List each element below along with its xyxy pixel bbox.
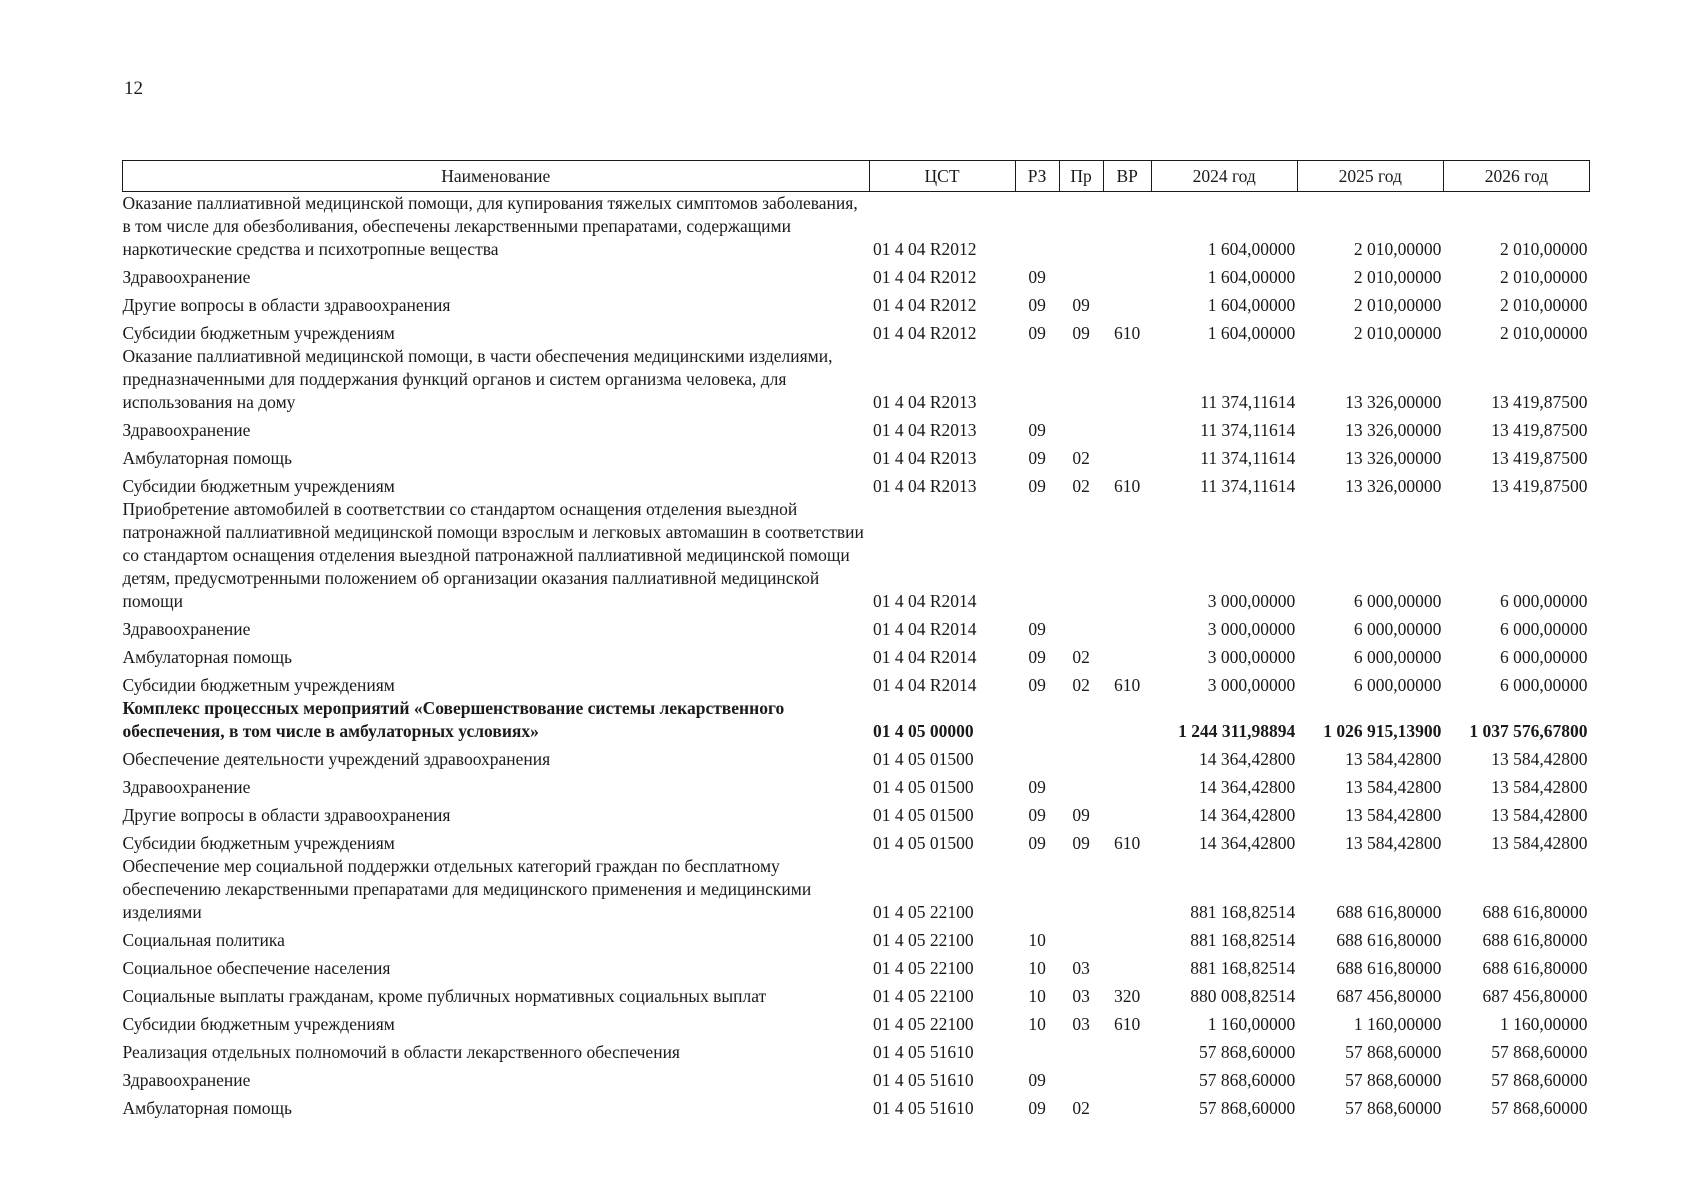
row-rz: 09	[1028, 1098, 1046, 1118]
row-name: Субсидии бюджетным учреждениям	[122, 323, 395, 343]
row-value-2024: 57 868,60000	[1199, 1070, 1296, 1090]
row-value-2024: 1 160,00000	[1207, 1014, 1296, 1034]
row-value-2025: 688 616,80000	[1336, 958, 1442, 978]
row-cst: 01 4 05 01500	[873, 777, 974, 797]
row-value-2026: 57 868,60000	[1491, 1098, 1588, 1118]
row-value-2026: 688 616,80000	[1482, 958, 1588, 978]
row-value-2025: 57 868,60000	[1345, 1042, 1442, 1062]
row-name: Реализация отдельных полномочий в области лекарственного обеспечения	[122, 1042, 680, 1062]
row-value-2024: 1 604,00000	[1207, 295, 1296, 315]
row-name: Здравоохранение	[122, 619, 251, 639]
row-rz	[1015, 345, 1059, 414]
row-cst: 01 4 04 R2014	[873, 591, 977, 611]
row-name: Социальное обеспечение населения	[122, 958, 391, 978]
row-value-2026: 6 000,00000	[1500, 647, 1588, 667]
row-value-2026: 688 616,80000	[1482, 902, 1588, 922]
row-pr	[1059, 414, 1103, 442]
row-cst: 01 4 04 R2014	[873, 619, 977, 639]
row-cst: 01 4 05 51610	[873, 1098, 974, 1118]
row-value-2025: 688 616,80000	[1336, 930, 1442, 950]
row-value-2024: 881 168,82514	[1190, 902, 1296, 922]
row-rz: 10	[1028, 958, 1046, 978]
row-value-2025: 13 326,00000	[1345, 476, 1442, 496]
row-cst: 01 4 05 01500	[873, 805, 974, 825]
row-value-2024: 3 000,00000	[1207, 647, 1296, 667]
row-vr	[1103, 345, 1151, 414]
row-vr	[1103, 442, 1151, 470]
row-cst: 01 4 04 R2013	[873, 420, 977, 440]
row-rz: 09	[1028, 1070, 1046, 1090]
row-rz	[1015, 192, 1059, 262]
row-pr	[1059, 743, 1103, 771]
row-pr	[1059, 771, 1103, 799]
header-pr: Пр	[1059, 161, 1103, 192]
row-value-2025: 13 326,00000	[1345, 392, 1442, 412]
row-pr: 03	[1072, 958, 1090, 978]
table-row	[123, 498, 1590, 613]
row-value-2025: 57 868,60000	[1345, 1070, 1442, 1090]
row-cst: 01 4 04 R2012	[873, 239, 977, 259]
row-value-2024: 880 008,82514	[1190, 986, 1296, 1006]
row-cst: 01 4 05 01500	[873, 833, 974, 853]
row-name: Комплекс процессных мероприятий «Совершенствование системы лекарственного обеспечения, в том числе в амбулаторных условиях»	[122, 698, 785, 741]
row-rz: 09	[1028, 647, 1046, 667]
row-vr	[1103, 289, 1151, 317]
row-value-2024: 1 604,00000	[1207, 239, 1296, 259]
header-2026: 2026 год	[1443, 161, 1589, 192]
row-value-2025: 13 326,00000	[1345, 420, 1442, 440]
row-rz: 09	[1028, 420, 1046, 440]
row-value-2025: 688 616,80000	[1336, 902, 1442, 922]
row-name: Здравоохранение	[122, 777, 251, 797]
row-value-2024: 11 374,11614	[1200, 420, 1296, 440]
row-cst: 01 4 04 R2013	[873, 476, 977, 496]
row-cst: 01 4 04 R2013	[873, 448, 977, 468]
row-vr	[1103, 924, 1151, 952]
row-vr	[1103, 414, 1151, 442]
table-row	[123, 613, 1590, 641]
header-name: Наименование	[123, 161, 870, 192]
table-row	[123, 924, 1590, 952]
row-value-2024: 881 168,82514	[1190, 930, 1296, 950]
row-rz: 10	[1028, 930, 1046, 950]
table-header-row	[123, 161, 1590, 192]
row-cst: 01 4 05 22100	[873, 986, 974, 1006]
row-cst: 01 4 05 51610	[873, 1042, 974, 1062]
row-pr: 02	[1072, 647, 1090, 667]
row-value-2026: 2 010,00000	[1500, 239, 1588, 259]
row-value-2024: 3 000,00000	[1207, 675, 1296, 695]
row-name: Социальные выплаты гражданам, кроме публичных нормативных социальных выплат	[122, 986, 767, 1006]
row-rz	[1015, 855, 1059, 924]
row-rz	[1015, 1036, 1059, 1064]
row-name: Другие вопросы в области здравоохранения	[122, 295, 451, 315]
row-cst: 01 4 05 22100	[873, 958, 974, 978]
row-value-2024: 14 364,42800	[1199, 805, 1296, 825]
table-row	[123, 1064, 1590, 1092]
row-pr: 03	[1072, 986, 1090, 1006]
row-value-2026: 57 868,60000	[1491, 1070, 1588, 1090]
row-value-2024: 3 000,00000	[1207, 591, 1296, 611]
row-value-2026: 13 419,87500	[1491, 448, 1588, 468]
row-cst: 01 4 05 22100	[873, 1014, 974, 1034]
row-cst: 01 4 04 R2012	[873, 323, 977, 343]
row-value-2024: 1 244 311,98894	[1178, 721, 1296, 741]
row-name: Амбулаторная помощь	[122, 448, 293, 468]
row-value-2026: 1 037 576,67800	[1469, 721, 1588, 741]
row-vr	[1103, 855, 1151, 924]
table-row	[123, 669, 1590, 697]
row-vr	[1103, 799, 1151, 827]
row-rz: 09	[1028, 805, 1046, 825]
row-vr: 610	[1114, 323, 1141, 343]
table-row	[123, 799, 1590, 827]
row-value-2025: 2 010,00000	[1353, 323, 1442, 343]
row-value-2025: 13 584,42800	[1345, 833, 1442, 853]
row-rz	[1015, 498, 1059, 613]
row-vr	[1103, 261, 1151, 289]
row-rz: 10	[1028, 986, 1046, 1006]
header-rz: РЗ	[1015, 161, 1059, 192]
row-vr	[1103, 771, 1151, 799]
row-vr: 610	[1114, 675, 1141, 695]
table-row	[123, 980, 1590, 1008]
page-number: 12	[124, 78, 143, 99]
row-cst: 01 4 05 00000	[873, 721, 974, 741]
row-name: Амбулаторная помощь	[122, 1098, 293, 1118]
row-pr: 02	[1072, 675, 1090, 695]
row-pr	[1059, 345, 1103, 414]
row-value-2026: 6 000,00000	[1500, 619, 1588, 639]
row-value-2024: 14 364,42800	[1199, 749, 1296, 769]
row-value-2025: 13 584,42800	[1345, 805, 1442, 825]
table-row	[123, 771, 1590, 799]
row-value-2026: 13 584,42800	[1491, 805, 1588, 825]
row-value-2024: 57 868,60000	[1199, 1098, 1296, 1118]
row-value-2025: 2 010,00000	[1353, 295, 1442, 315]
row-pr	[1059, 1036, 1103, 1064]
row-value-2025: 6 000,00000	[1353, 619, 1442, 639]
row-name: Приобретение автомобилей в соответствии со стандартом оснащения отделения выездной патронажной паллиативной медицинской помощи взрослым и легковых автомашин в соответствии со стандартом оснащения отделения выездной патронажной паллиативной медицинской помощи детям, предусмотренными положением об организации оказания паллиативной медицинской помощи	[122, 499, 864, 611]
row-value-2024: 881 168,82514	[1190, 958, 1296, 978]
row-rz: 09	[1028, 833, 1046, 853]
row-value-2026: 2 010,00000	[1500, 323, 1588, 343]
row-value-2026: 13 419,87500	[1491, 476, 1588, 496]
row-cst: 01 4 05 22100	[873, 902, 974, 922]
row-pr	[1059, 697, 1103, 743]
row-value-2025: 1 160,00000	[1353, 1014, 1442, 1034]
table-row	[123, 289, 1590, 317]
row-vr: 610	[1114, 833, 1141, 853]
row-pr	[1059, 855, 1103, 924]
row-name: Здравоохранение	[122, 267, 251, 287]
row-vr	[1103, 613, 1151, 641]
table-row	[123, 743, 1590, 771]
row-vr	[1103, 1092, 1151, 1120]
row-cst: 01 4 04 R2014	[873, 647, 977, 667]
row-pr	[1059, 613, 1103, 641]
row-pr: 09	[1072, 295, 1090, 315]
row-name: Здравоохранение	[122, 1070, 251, 1090]
table-row	[123, 1008, 1590, 1036]
table-row	[123, 697, 1590, 743]
row-name: Субсидии бюджетным учреждениям	[122, 675, 395, 695]
row-value-2025: 6 000,00000	[1353, 591, 1442, 611]
table-row	[123, 827, 1590, 855]
row-value-2024: 57 868,60000	[1199, 1042, 1296, 1062]
row-name: Амбулаторная помощь	[122, 647, 293, 667]
row-vr	[1103, 697, 1151, 743]
row-value-2025: 13 584,42800	[1345, 749, 1442, 769]
table-body	[123, 192, 1590, 1121]
header-2025: 2025 год	[1297, 161, 1443, 192]
row-rz: 09	[1028, 777, 1046, 797]
header-cst: ЦСТ	[869, 161, 1015, 192]
table-row	[123, 470, 1590, 498]
row-value-2026: 13 584,42800	[1491, 777, 1588, 797]
row-rz: 09	[1028, 476, 1046, 496]
row-cst: 01 4 04 R2012	[873, 267, 977, 287]
row-value-2024: 14 364,42800	[1199, 777, 1296, 797]
row-rz: 10	[1028, 1014, 1046, 1034]
table-row	[123, 952, 1590, 980]
row-name: Обеспечение мер социальной поддержки отдельных категорий граждан по бесплатному обеспечению лекарственными препаратами для медицинского применения и медицинскими изделиями	[122, 856, 812, 922]
row-pr: 02	[1072, 1098, 1090, 1118]
row-name: Оказание паллиативной медицинской помощи, в части обеспечения медицинскими изделиями, предназначенными для поддержания функций органов и систем организма человека, для использования на дому	[122, 346, 833, 412]
row-name: Другие вопросы в области здравоохранения	[122, 805, 451, 825]
row-value-2026: 57 868,60000	[1491, 1042, 1588, 1062]
row-value-2025: 2 010,00000	[1353, 267, 1442, 287]
header-2024: 2024 год	[1151, 161, 1297, 192]
row-name: Обеспечение деятельности учреждений здравоохранения	[122, 749, 551, 769]
budget-table	[122, 160, 1590, 1120]
row-value-2026: 13 419,87500	[1491, 420, 1588, 440]
row-value-2025: 13 584,42800	[1345, 777, 1442, 797]
row-value-2024: 11 374,11614	[1200, 476, 1296, 496]
row-value-2024: 1 604,00000	[1207, 323, 1296, 343]
row-value-2024: 3 000,00000	[1207, 619, 1296, 639]
row-cst: 01 4 05 51610	[873, 1070, 974, 1090]
row-pr: 02	[1072, 448, 1090, 468]
row-pr: 09	[1072, 833, 1090, 853]
row-pr	[1059, 924, 1103, 952]
table-row	[123, 261, 1590, 289]
row-cst: 01 4 04 R2013	[873, 392, 977, 412]
row-pr	[1059, 498, 1103, 613]
row-value-2025: 6 000,00000	[1353, 675, 1442, 695]
row-value-2026: 6 000,00000	[1500, 591, 1588, 611]
row-pr	[1059, 192, 1103, 262]
row-pr: 02	[1072, 476, 1090, 496]
table-row	[123, 192, 1590, 262]
row-pr: 09	[1072, 805, 1090, 825]
row-value-2026: 13 584,42800	[1491, 833, 1588, 853]
row-rz: 09	[1028, 675, 1046, 695]
row-pr	[1059, 261, 1103, 289]
row-vr: 320	[1114, 986, 1141, 1006]
row-vr	[1103, 1036, 1151, 1064]
row-value-2024: 14 364,42800	[1199, 833, 1296, 853]
row-vr	[1103, 952, 1151, 980]
row-rz: 09	[1028, 619, 1046, 639]
table-row	[123, 414, 1590, 442]
table-row	[123, 641, 1590, 669]
row-name: Субсидии бюджетным учреждениям	[122, 476, 395, 496]
row-pr	[1059, 1064, 1103, 1092]
table-row	[123, 442, 1590, 470]
row-value-2024: 11 374,11614	[1200, 392, 1296, 412]
row-value-2026: 687 456,80000	[1482, 986, 1588, 1006]
table-row	[123, 345, 1590, 414]
row-value-2025: 57 868,60000	[1345, 1098, 1442, 1118]
row-rz: 09	[1028, 323, 1046, 343]
row-vr	[1103, 1064, 1151, 1092]
row-rz: 09	[1028, 295, 1046, 315]
row-vr	[1103, 192, 1151, 262]
row-cst: 01 4 05 22100	[873, 930, 974, 950]
row-value-2026: 2 010,00000	[1500, 267, 1588, 287]
row-value-2026: 13 419,87500	[1491, 392, 1588, 412]
row-vr	[1103, 498, 1151, 613]
table-row	[123, 317, 1590, 345]
header-vr: ВР	[1103, 161, 1151, 192]
row-rz: 09	[1028, 448, 1046, 468]
row-cst: 01 4 04 R2014	[873, 675, 977, 695]
row-pr: 03	[1072, 1014, 1090, 1034]
row-value-2024: 11 374,11614	[1200, 448, 1296, 468]
row-value-2025: 1 026 915,13900	[1323, 721, 1442, 741]
row-vr: 610	[1114, 476, 1141, 496]
row-value-2026: 1 160,00000	[1500, 1014, 1588, 1034]
row-vr	[1103, 641, 1151, 669]
row-vr	[1103, 743, 1151, 771]
row-pr: 09	[1072, 323, 1090, 343]
row-value-2025: 6 000,00000	[1353, 647, 1442, 667]
row-value-2026: 688 616,80000	[1482, 930, 1588, 950]
row-rz: 09	[1028, 267, 1046, 287]
table-row	[123, 1036, 1590, 1064]
row-vr: 610	[1114, 1014, 1141, 1034]
row-value-2025: 687 456,80000	[1336, 986, 1442, 1006]
row-rz	[1015, 743, 1059, 771]
row-name: Субсидии бюджетным учреждениям	[122, 833, 395, 853]
row-name: Здравоохранение	[122, 420, 251, 440]
row-value-2026: 2 010,00000	[1500, 295, 1588, 315]
row-rz	[1015, 697, 1059, 743]
row-name: Субсидии бюджетным учреждениям	[122, 1014, 395, 1034]
table-row	[123, 855, 1590, 924]
row-value-2026: 6 000,00000	[1500, 675, 1588, 695]
row-value-2025: 13 326,00000	[1345, 448, 1442, 468]
row-value-2025: 2 010,00000	[1353, 239, 1442, 259]
row-cst: 01 4 05 01500	[873, 749, 974, 769]
row-value-2026: 13 584,42800	[1491, 749, 1588, 769]
row-name: Социальная политика	[122, 930, 285, 950]
row-value-2024: 1 604,00000	[1207, 267, 1296, 287]
row-cst: 01 4 04 R2012	[873, 295, 977, 315]
table-row	[123, 1092, 1590, 1120]
row-name: Оказание паллиативной медицинской помощи, для купирования тяжелых симптомов заболевания, в том числе для обезболивания, обеспечены лекарственными препаратами, содержащими наркотические средства и психотропные вещества	[122, 193, 858, 259]
